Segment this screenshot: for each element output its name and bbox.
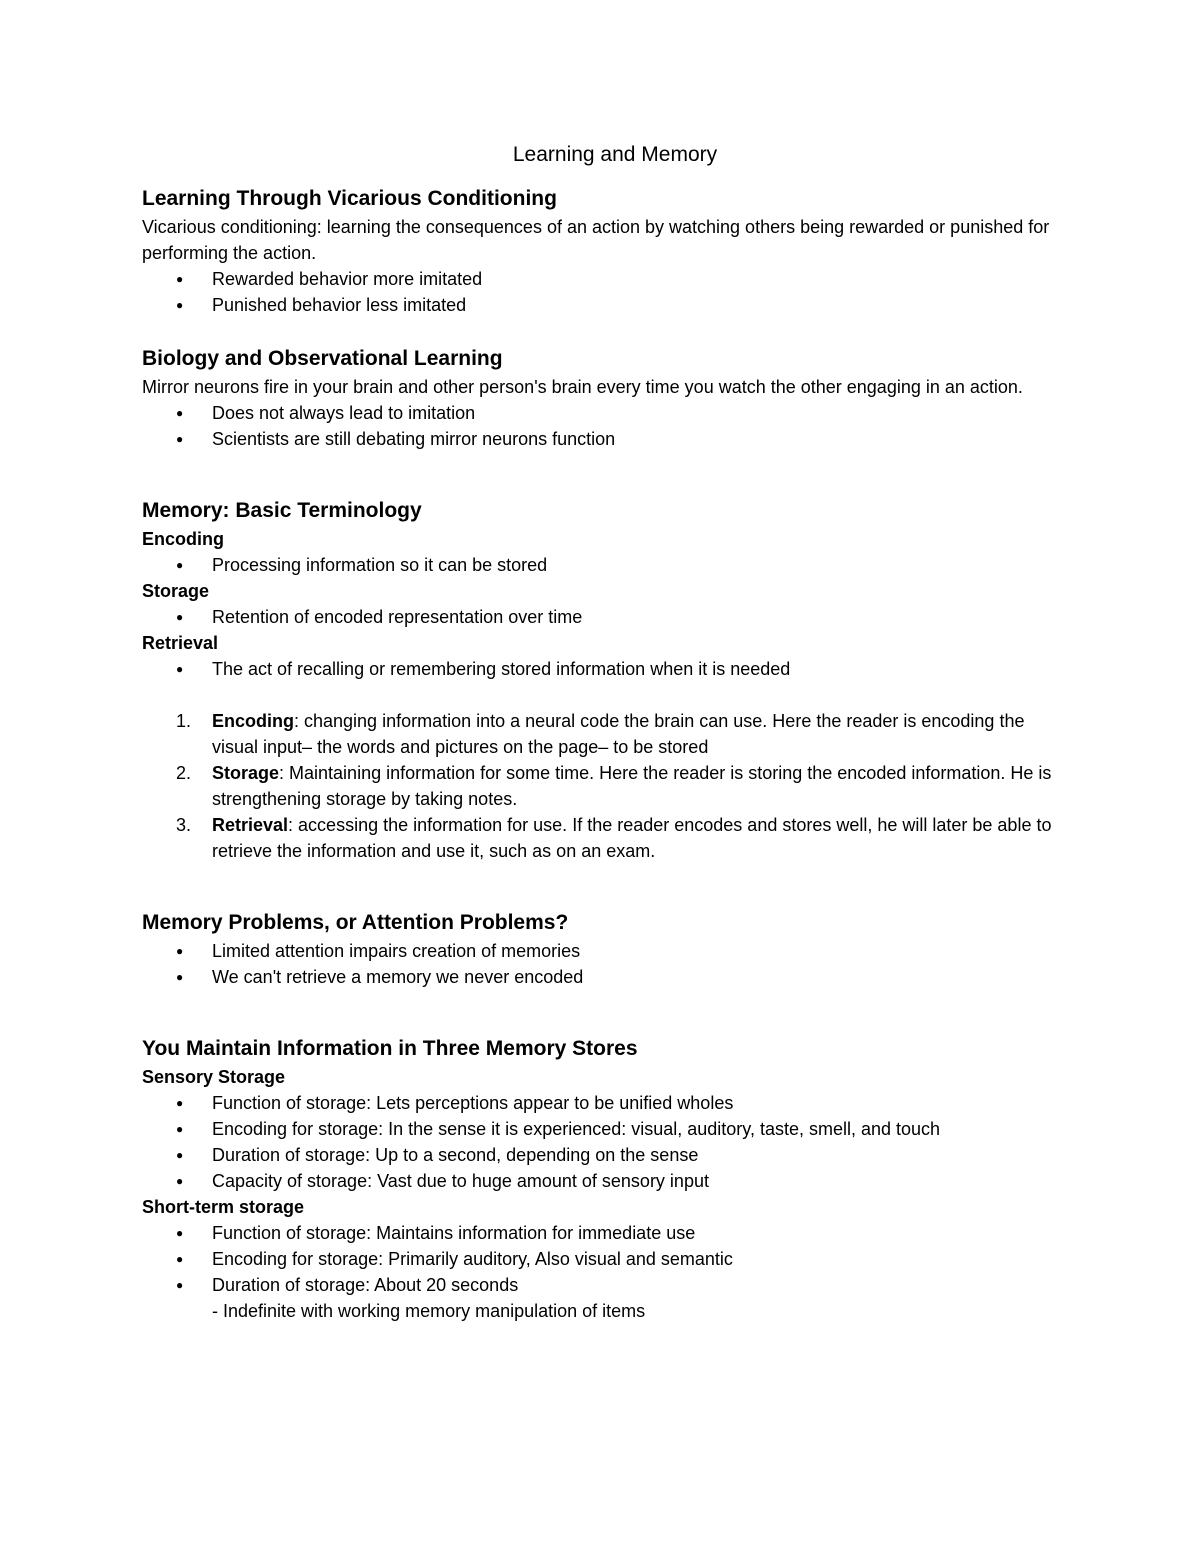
list-item: ● Function of storage: Lets perceptions appear to be unified wholes [142,1090,1052,1116]
bullet-list [142,266,1052,318]
page-title: Learning and Memory [512,143,718,166]
list-item: ● Processing information so it can be stored [142,552,1052,578]
bullet-list [142,656,1052,682]
section-biology-observational-learning [142,344,1052,452]
item-term: Storage [212,763,280,783]
bullet-list [142,552,1052,578]
item-number: 1. [176,711,192,731]
subheading-short-term-storage: Short-term storage [142,1197,305,1217]
numbered-item-retrieval [142,812,1052,864]
item-text: : accessing the information for use. If the reader encodes and stores well, he will later be able to retrieve the information and use it, such as on an exam. [212,815,1052,861]
section-memory-problems [142,908,1052,990]
item-term: Retrieval [212,815,289,835]
list-item: ● Capacity of storage: Vast due to huge amount of sensory input [142,1168,1052,1194]
bullet-list [142,1220,1052,1298]
list-item: ● Rewarded behavior more imitated [142,266,1052,292]
section-vicarious-conditioning [142,184,1052,318]
list-item: ● Retention of encoded representation over time [142,604,1052,630]
list-item: ● Function of storage: Maintains information for immediate use [142,1220,1052,1246]
subheading-sensory-storage: Sensory Storage [142,1067,286,1087]
list-item: ● Encoding for storage: In the sense it is experienced: visual, auditory, taste, smell, and touch [142,1116,1052,1142]
item-number: 2. [176,763,192,783]
item-text: : changing information into a neural code the brain can use. Here the reader is encoding the visual input– the words and pictures on the page– to be stored [212,711,1025,757]
list-item: ● Does not always lead to imitation [142,400,1052,426]
list-item: ● Duration of storage: Up to a second, depending on the sense [142,1142,1052,1168]
bullet-list [142,938,1052,990]
list-item: ● Limited attention impairs creation of memories [142,938,1052,964]
numbered-item-encoding [142,708,1052,760]
list-item: ● Scientists are still debating mirror neurons function [142,426,1052,452]
list-item: ● Punished behavior less imitated [142,292,1052,318]
section-heading: You Maintain Information in Three Memory Stores [142,1037,638,1060]
subheading-encoding: Encoding [142,529,224,549]
item-number: 3. [176,815,192,835]
section-heading: Biology and Observational Learning [142,347,503,370]
section-heading: Learning Through Vicarious Conditioning [142,187,557,210]
bullet-list [142,604,1052,630]
paragraph: Mirror neurons fire in your brain and other person's brain every time you watch the other engaging in an action. [142,377,1023,397]
item-term: Encoding [212,711,294,731]
list-item: ● Duration of storage: About 20 seconds [142,1272,1052,1298]
definition-paragraph: Vicarious conditioning: learning the consequences of an action by watching others being rewarded or punished for performing the action. [142,217,1050,263]
bullet-list [142,400,1052,452]
numbered-item-storage [142,760,1052,812]
subheading-retrieval: Retrieval [142,633,219,653]
subheading-storage: Storage [142,581,210,601]
list-item: ● The act of recalling or remembering stored information when it is needed [142,656,1052,682]
section-three-memory-stores [142,1034,1052,1324]
bullet-list [142,1090,1052,1194]
numbered-list [142,708,1052,864]
indented-note: - Indefinite with working memory manipulation of items [212,1301,646,1321]
section-heading: Memory Problems, or Attention Problems? [142,911,569,934]
item-text: : Maintaining information for some time. Here the reader is storing the encoded information. He is strengthening storage by taking notes. [212,763,1052,809]
list-item: ● Encoding for storage: Primarily auditory, Also visual and semantic [142,1246,1052,1272]
section-heading: Memory: Basic Terminology [142,499,422,522]
section-memory-terminology [142,496,1052,864]
document-body [142,140,1052,1324]
list-item: ● We can't retrieve a memory we never encoded [142,964,1052,990]
